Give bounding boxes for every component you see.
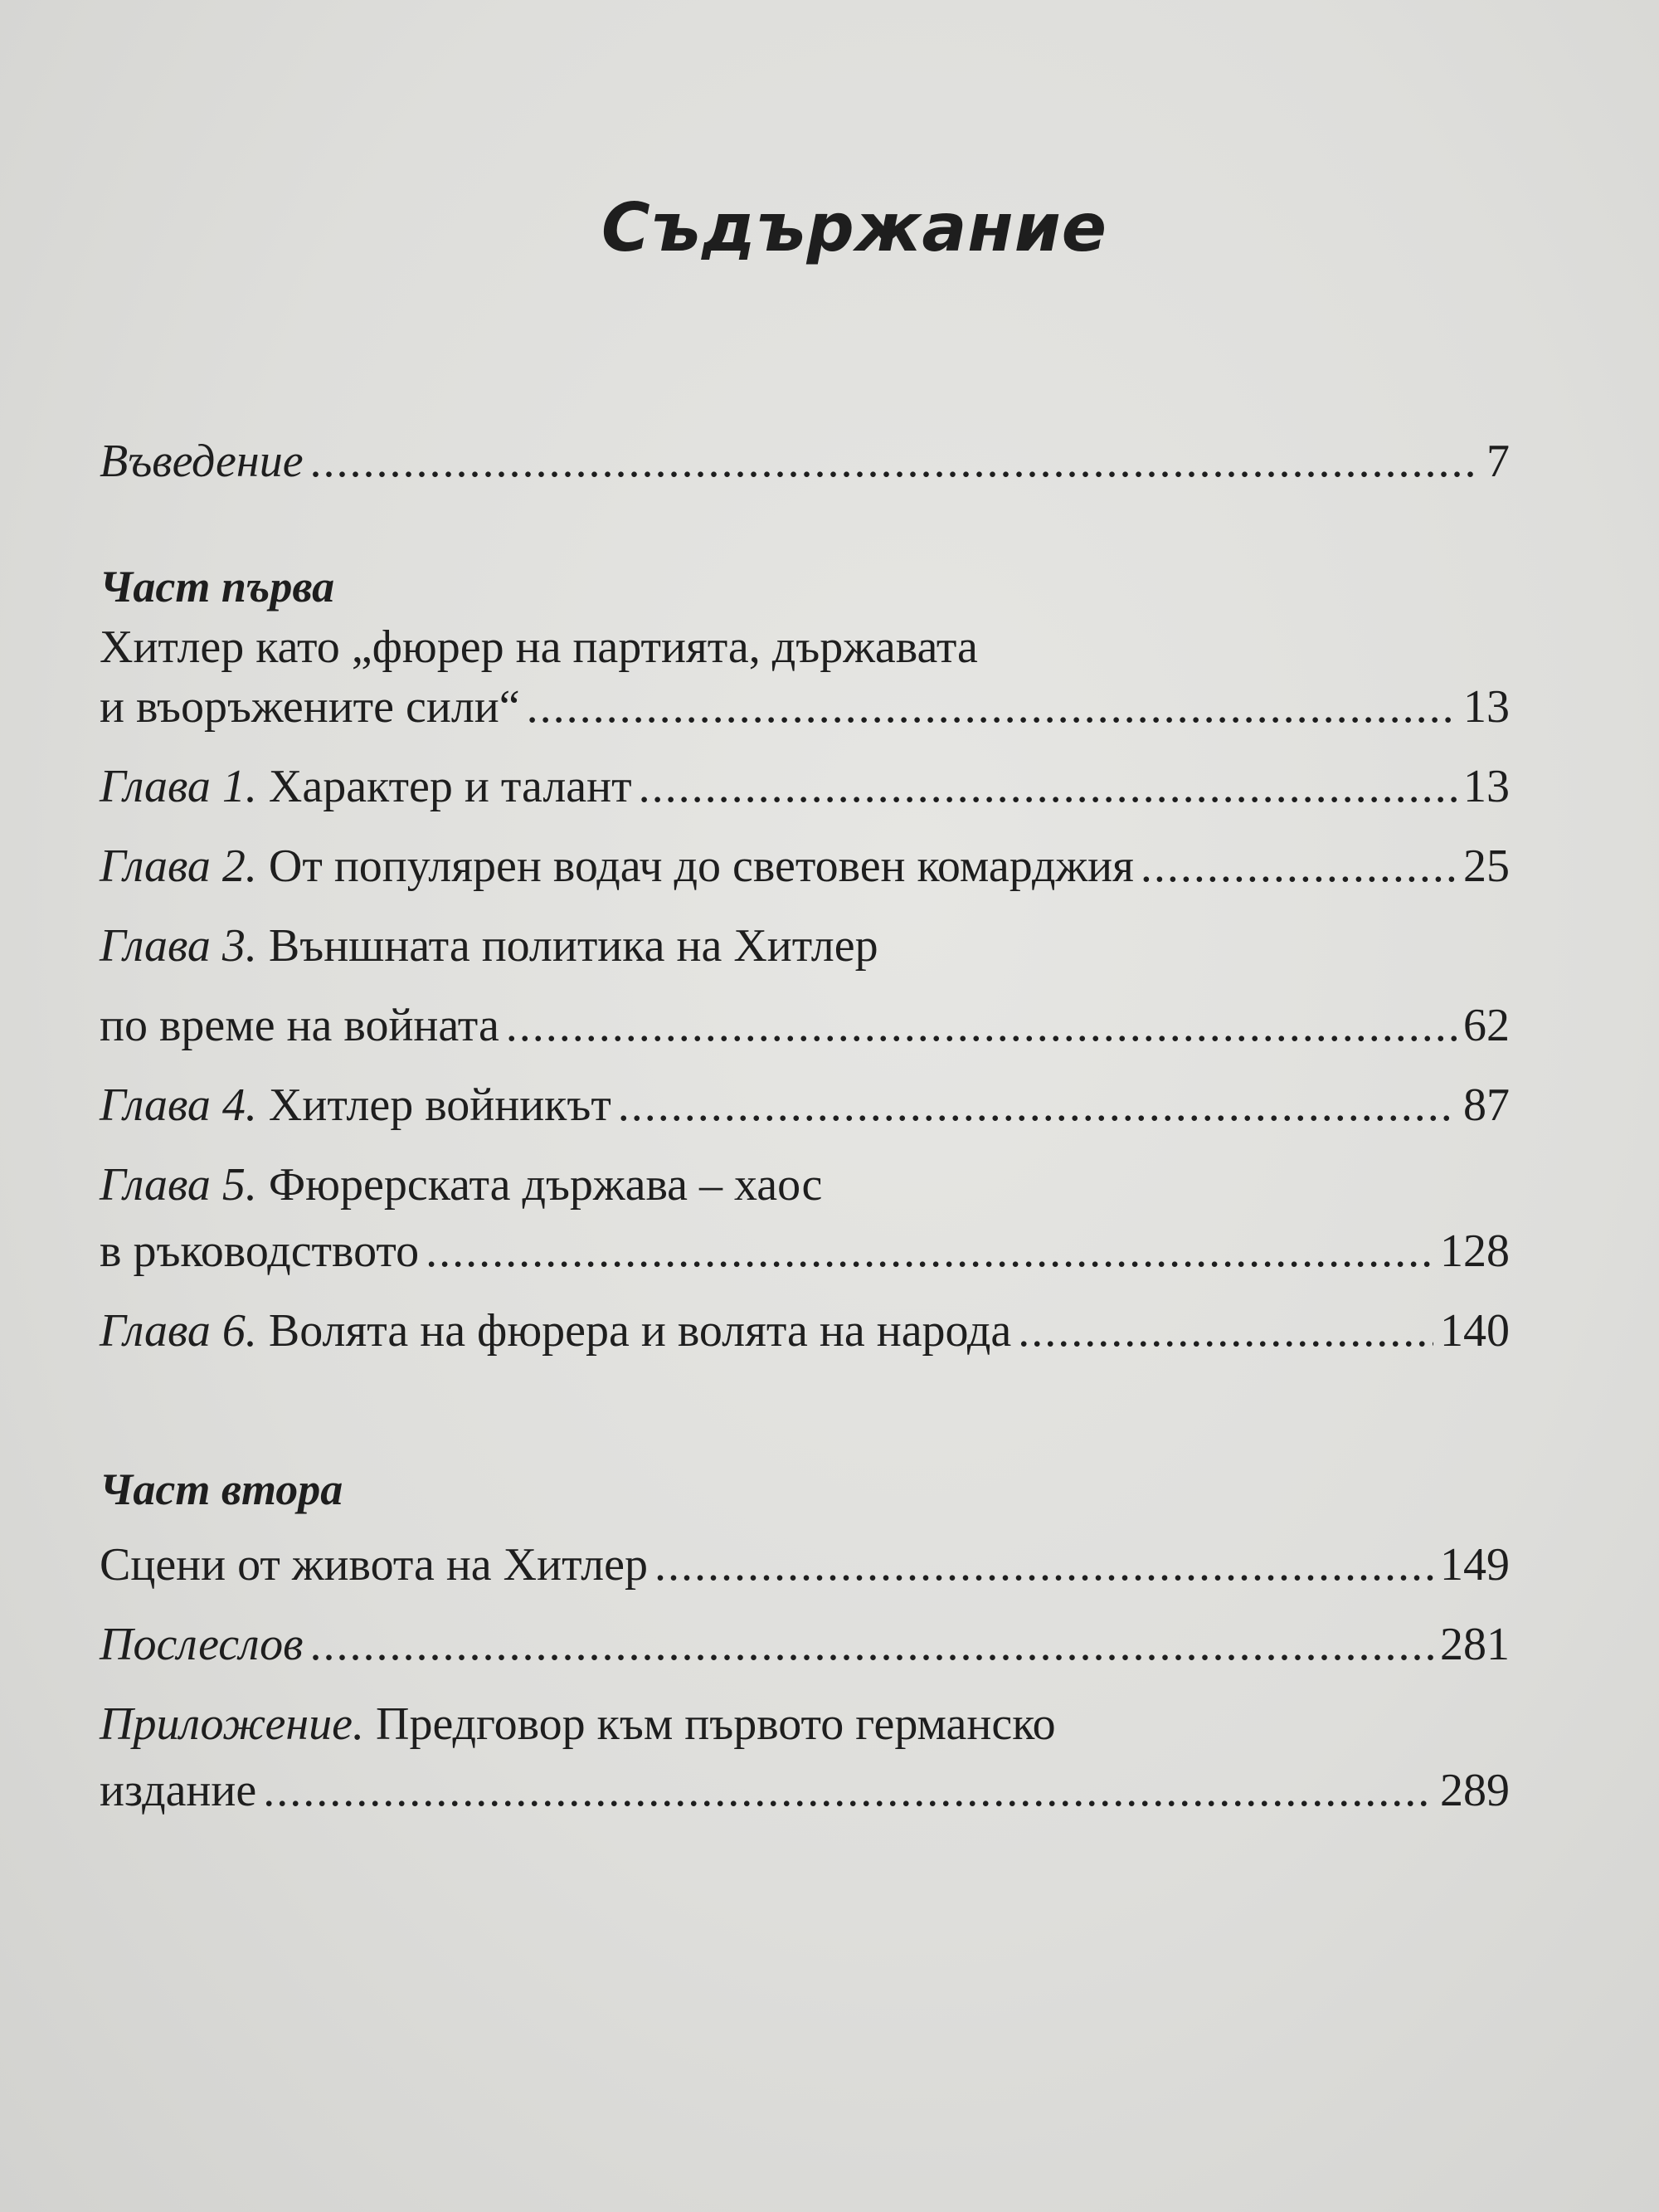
- toc-entry-part-one: [100, 681, 1510, 733]
- toc-entry-appendix-line1: [100, 1698, 1510, 1750]
- afterword-label: Послеслов: [100, 1619, 304, 1670]
- toc-page-number: 25: [1463, 840, 1510, 892]
- part-one-subtitle-line: [100, 621, 1510, 673]
- chapter-title-cont: по време на войната: [100, 1000, 499, 1051]
- leader-dots: [527, 684, 1457, 730]
- toc-page-number: 128: [1440, 1225, 1510, 1277]
- part-two-heading: Част втора: [100, 1464, 343, 1514]
- toc-page-number: 289: [1440, 1765, 1510, 1816]
- part-two-subtitle: Сцени от живота на Хитлер: [100, 1539, 648, 1591]
- appendix-title-cont: издание: [100, 1765, 257, 1816]
- chapter-title: Характер и талант: [268, 761, 632, 812]
- toc-entry-chapter-4: [100, 1079, 1510, 1131]
- appendix-title: Предговор към първото германско: [376, 1698, 1056, 1750]
- part-one-subtitle-cont: и въоръжените сили“: [100, 681, 520, 733]
- toc-page-number: 149: [1440, 1539, 1510, 1591]
- toc-page-number: 87: [1463, 1079, 1510, 1131]
- chapter-title: От популярен водач до световен комарджия: [268, 840, 1134, 892]
- page-title: Съдържание: [601, 189, 1107, 266]
- part-one-subtitle: Хитлер като „фюрер на партията, държавата: [100, 621, 978, 673]
- leader-dots: [310, 1621, 1434, 1668]
- toc-page-number: 140: [1440, 1305, 1510, 1357]
- leader-dots: [263, 1767, 1433, 1814]
- toc-entry-chapter-3-line1: [100, 920, 1510, 972]
- leader-dots: [506, 1002, 1457, 1049]
- chapter-prefix: Глава 5.: [100, 1159, 257, 1211]
- toc-entry-part-two: [100, 1539, 1510, 1591]
- toc-entry-chapter-2: [100, 840, 1510, 892]
- toc-entry-afterword: [100, 1621, 1510, 1668]
- leader-dots: [426, 1228, 1433, 1274]
- toc-page-number: 13: [1463, 761, 1510, 812]
- chapter-prefix: Глава 1.: [100, 761, 257, 812]
- part-one-heading: Част първа: [100, 562, 335, 611]
- toc-page-number: 7: [1486, 436, 1510, 487]
- toc-entry-chapter-1: [100, 763, 1510, 810]
- chapter-prefix: Глава 2.: [100, 840, 257, 892]
- toc-entry-chapter-5: [100, 1225, 1510, 1277]
- leader-dots: [618, 1082, 1457, 1128]
- chapter-title: Външната политика на Хитлер: [268, 920, 878, 972]
- chapter-prefix: Глава 3.: [100, 920, 257, 972]
- chapter-title: Волята на фюрера и волята на народа: [268, 1305, 1012, 1357]
- toc-entry-chapter-6: [100, 1305, 1510, 1357]
- chapter-title: Хитлер войникът: [268, 1079, 611, 1131]
- leader-dots: [654, 1542, 1433, 1588]
- toc-page-number: 62: [1463, 1000, 1510, 1051]
- chapter-title: Фюрерската държава – хаос: [268, 1159, 823, 1211]
- chapter-title-cont: в ръководството: [100, 1225, 420, 1277]
- toc-entry-label: Въведение: [100, 436, 304, 487]
- toc-entry-chapter-5-line1: [100, 1159, 1510, 1211]
- leader-dots: [1141, 843, 1457, 889]
- toc-entry-chapter-3: [100, 1002, 1510, 1049]
- toc-entry-intro: [100, 438, 1510, 485]
- appendix-prefix: Приложение.: [100, 1698, 364, 1750]
- chapter-prefix: Глава 6.: [100, 1305, 257, 1357]
- leader-dots: [639, 763, 1457, 810]
- leader-dots: [310, 438, 1480, 485]
- chapter-prefix: Глава 4.: [100, 1079, 257, 1131]
- toc-entry-appendix: [100, 1767, 1510, 1814]
- toc-page-number: 13: [1463, 681, 1510, 733]
- toc-page-number: 281: [1440, 1619, 1510, 1670]
- leader-dots: [1018, 1308, 1433, 1354]
